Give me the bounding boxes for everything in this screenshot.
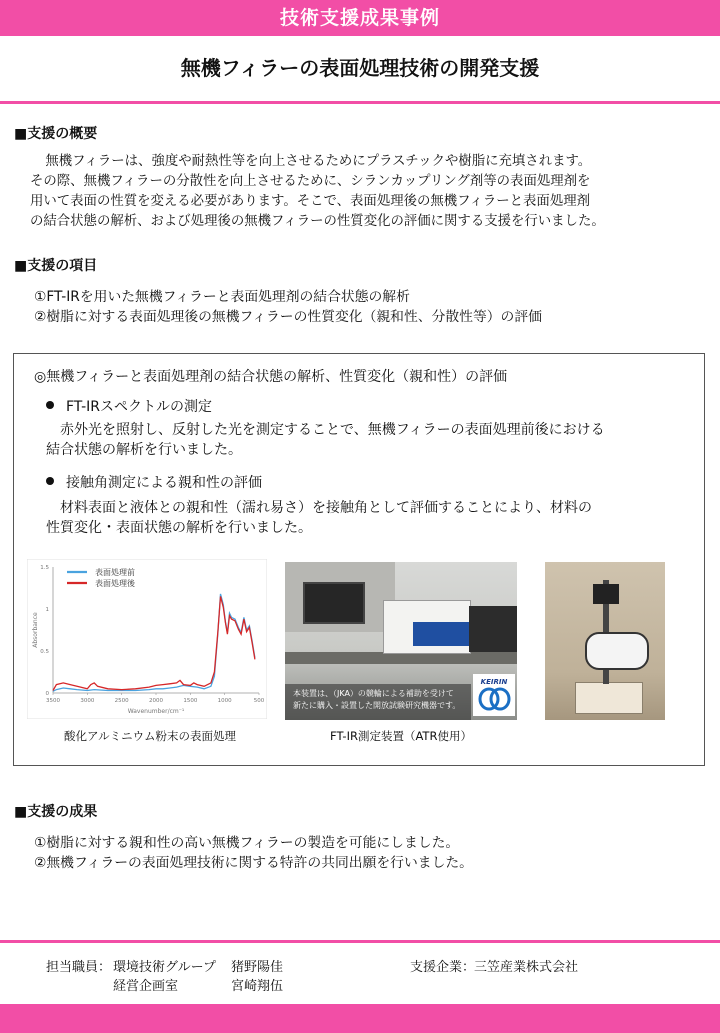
keirin-logo-text: KEIRIN <box>480 678 508 686</box>
monitor <box>303 582 365 624</box>
contact-angle-meter-photo <box>545 562 665 720</box>
category-banner: 技術支援成果事例 <box>0 0 720 36</box>
y-axis-label: Absorbance <box>32 612 39 648</box>
x-tick-label: 3000 <box>80 698 95 704</box>
page-title: 無機フィラーの表面処理技術の開発支援 <box>180 56 540 80</box>
staff-name-2: 宮崎翔伍 <box>231 979 284 994</box>
bullet-icon <box>46 477 54 485</box>
staff-name-1: 猪野陽佳 <box>231 960 284 975</box>
ftir-instrument-photo <box>285 562 517 720</box>
overview-line: その際、無機フィラーの分散性を向上させるために、シランカップリング剤等の表面処理剤を <box>30 174 591 189</box>
y-tick-label: 0 <box>45 691 49 697</box>
items-heading: ■支援の項目 <box>14 258 98 274</box>
x-tick-label: 2000 <box>149 698 163 704</box>
keirin-logo <box>473 674 515 716</box>
company-label: 支援企業： <box>410 960 476 975</box>
instrument-panel <box>413 622 469 646</box>
title-divider <box>0 101 720 104</box>
bullet-icon <box>46 401 54 409</box>
meter-head <box>593 584 619 604</box>
legend-label: 表面処理前 <box>95 568 135 577</box>
ftir-note-overlay <box>285 684 471 720</box>
overview-heading: ■支援の概要 <box>14 126 98 142</box>
meter-camera <box>585 632 649 670</box>
ftir-caption: FT-IR測定装置（ATR使用） <box>330 729 472 743</box>
staff-department-2: 経営企画室 <box>113 979 179 994</box>
staff-department-1: 環境技術グループ <box>113 960 216 975</box>
bullet-label: 接触角測定による親和性の評価 <box>66 475 262 491</box>
bullet-label: FT-IRスペクトルの測定 <box>66 399 212 415</box>
results-heading: ■支援の成果 <box>14 804 98 820</box>
ftir-note-line: 本装置は、（JKA）の競輪による補助を受けて <box>293 689 454 698</box>
company-name: 三笠産業株式会社 <box>474 960 579 975</box>
text-line: 赤外光を照射し、反射した光を測定することで、無機フィラーの表面処理前後における <box>46 422 605 438</box>
y-tick-label: 1.5 <box>40 565 49 571</box>
staff-label: 担当職員： <box>46 960 112 975</box>
overview-line: の結合状態の解析、および処理後の無機フィラーの性質変化の評価に関する支援を行いました。 <box>30 214 605 229</box>
x-tick-label: 2500 <box>114 698 129 704</box>
overview-line: 用いて表面の性質を変える必要があります。そこで、表面処理後の無機フィラーと表面処理剤 <box>30 194 590 209</box>
keirin-rings-icon <box>473 686 515 712</box>
footer-divider <box>0 940 720 943</box>
contact-angle-description <box>46 498 686 538</box>
list-item: ①FT-IRを用いた無機フィラーと表面処理剤の結合状態の解析 <box>34 289 410 305</box>
spectrum-caption: 酸化アルミニウム粉末の表面処理 <box>64 729 236 743</box>
x-tick-label: 3500 <box>46 698 60 704</box>
list-item: ②樹脂に対する表面処理後の無機フィラーの性質変化（親和性、分散性等）の評価 <box>34 309 542 325</box>
results-list <box>34 833 473 873</box>
y-tick-label: 1 <box>45 607 49 613</box>
side-unit <box>469 606 517 652</box>
ftir-spectrum-chart <box>27 559 267 719</box>
text-line: 性質変化・表面状態の解析を行いました。 <box>46 520 312 536</box>
footer-band <box>0 1004 720 1033</box>
legend-label: 表面処理後 <box>95 579 135 588</box>
overview-line: 無機フィラーは、強度や耐熱性等を向上させるためにプラスチックや樹脂に充填されます。 <box>32 154 592 169</box>
ftir-description <box>46 420 686 460</box>
meter-base <box>575 682 643 714</box>
text-line: 結合状態の解析を行いました。 <box>46 442 242 458</box>
ftir-note-line: 新たに購入・設置した開放試験研究機器です。 <box>293 701 461 710</box>
overview-paragraph <box>32 152 704 232</box>
x-tick-label: 1000 <box>217 698 232 704</box>
items-list <box>34 287 542 327</box>
x-axis-label: Wavenumber/cm⁻¹ <box>127 708 185 715</box>
list-item: ②無機フィラーの表面処理技術に関する特許の共同出願を行いました。 <box>34 855 473 871</box>
box-title: ◎無機フィラーと表面処理剤の結合状態の解析、性質変化（親和性）の評価 <box>34 369 508 385</box>
x-tick-label: 1500 <box>183 698 198 704</box>
x-tick-label: 500 <box>253 698 265 704</box>
y-tick-label: 0.5 <box>40 649 49 655</box>
bullet-ftir <box>46 396 212 416</box>
bullet-contact-angle <box>46 472 262 492</box>
text-line: 材料表面と液体との親和性（濡れ易さ）を接触角として評価することにより、材料の <box>46 500 592 516</box>
list-item: ①樹脂に対する親和性の高い無機フィラーの製造を可能にしました。 <box>34 835 460 851</box>
